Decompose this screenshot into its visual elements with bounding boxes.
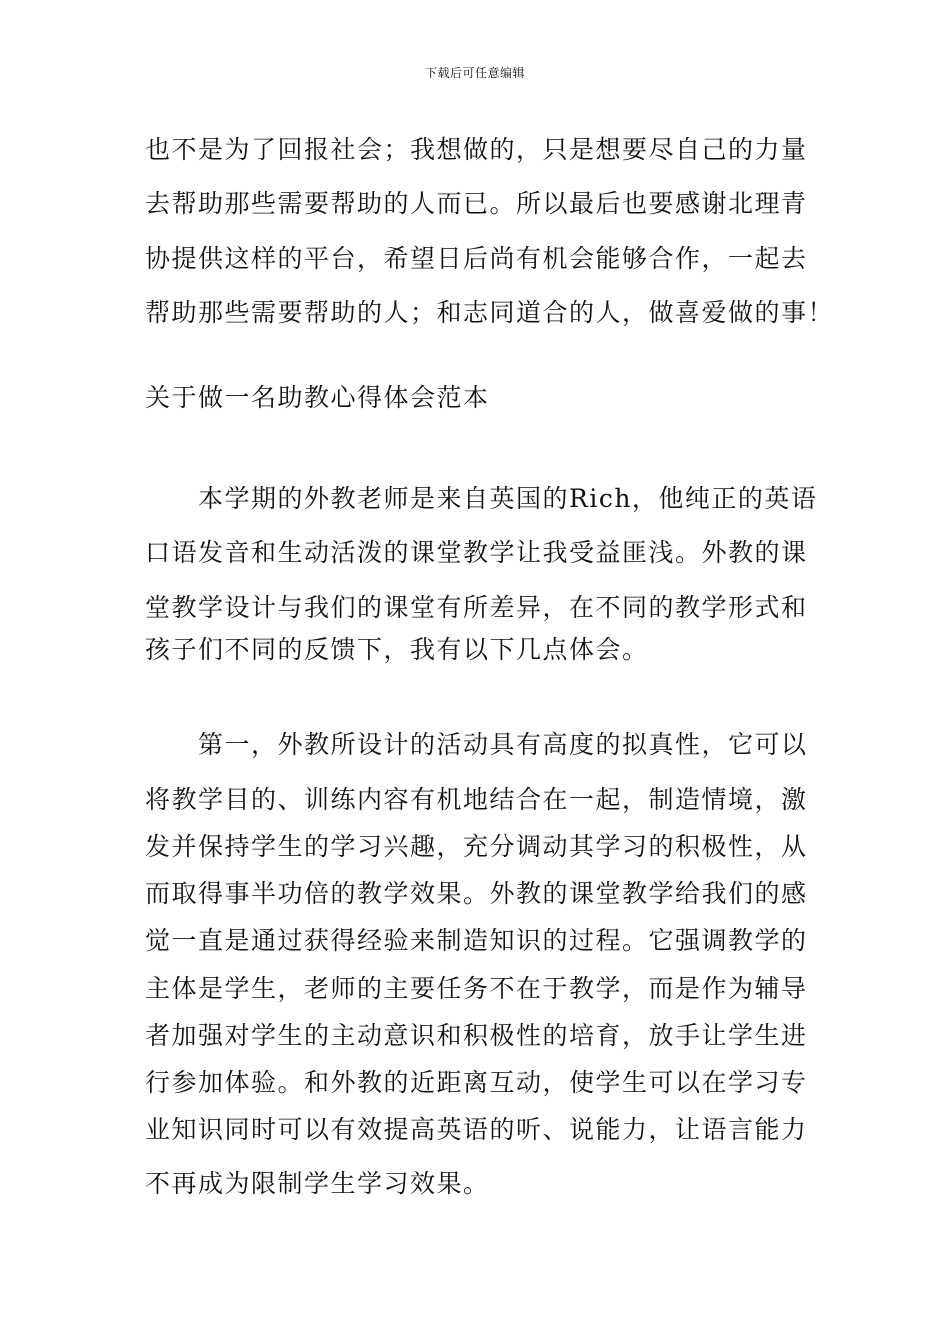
text-line: 行参加体验。和外教的近距离互动，使学生可以在学习专 <box>145 1068 808 1097</box>
page-header: 下载后可任意编辑 <box>424 66 525 80</box>
text-line: 将教学目的、训练内容有机地结合在一起，制造情境，激 <box>145 785 808 814</box>
text-line: 第一，外教所设计的活动具有高度的拟真性，它可以 <box>198 730 808 759</box>
text-line: 也不是为了回报社会；我想做的，只是想要尽自己的力量 <box>145 135 808 164</box>
text-line: 主体是学生，老师的主要任务不在于教学，而是作为辅导 <box>145 974 808 1003</box>
text-line: 觉一直是通过获得经验来制造知识的过程。它强调教学的 <box>145 926 808 955</box>
text-line: 口语发音和生动活泼的课堂教学让我受益匪浅。外教的课 <box>145 538 808 567</box>
text-line: 本学期的外教老师是来自英国的Rich，他纯正的英语 <box>198 484 818 513</box>
text-line: 不再成为限制学生学习效果。 <box>145 1169 490 1198</box>
text-line: 孩子们不同的反馈下，我有以下几点体会。 <box>145 635 649 664</box>
text-line: 去帮助那些需要帮助的人而已。所以最后也要感谢北理青 <box>145 189 808 218</box>
text-line: 堂教学设计与我们的课堂有所差异，在不同的教学形式和 <box>145 593 808 622</box>
text-line: 帮助那些需要帮助的人；和志同道合的人，做喜爱做的事！ <box>145 298 835 327</box>
text-line: 而取得事半功倍的教学效果。外教的课堂教学给我们的感 <box>145 879 808 908</box>
text-line: 业知识同时可以有效提高英语的听、说能力，让语言能力 <box>145 1115 808 1144</box>
text-line: 协提供这样的平台，希望日后尚有机会能够合作，一起去 <box>145 244 808 273</box>
text-line: 者加强对学生的主动意识和积极性的培育，放手让学生进 <box>145 1021 808 1050</box>
text-line: 发并保持学生的学习兴趣，充分调动其学习的积极性，从 <box>145 832 808 861</box>
section-heading: 关于做一名助教心得体会范本 <box>145 383 490 412</box>
